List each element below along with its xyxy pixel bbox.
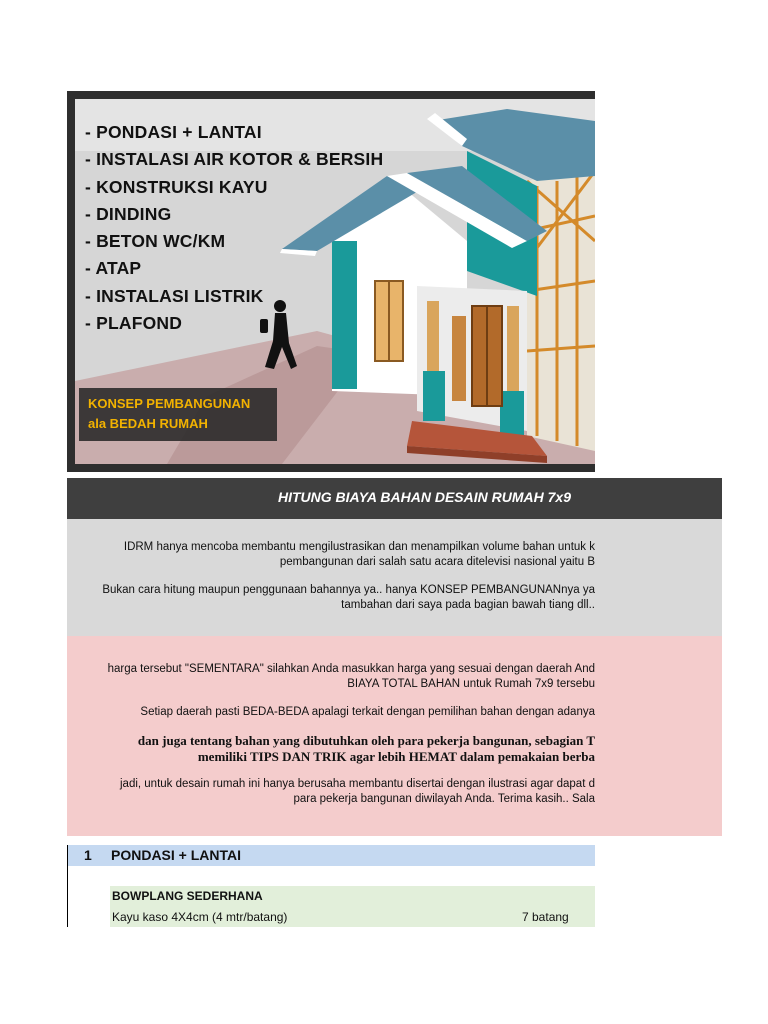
notice-line: jadi, untuk desain rumah ini hanya berusaha membantu disertai dengan ilustrasi agar dapat d xyxy=(120,778,595,790)
checklist-item: - INSTALASI AIR KOTOR & BERSIH xyxy=(85,149,384,170)
notice-line-bold: dan juga tentang bahan yang dibutuhkan oleh para pekerja bangunan, sebagian T xyxy=(137,733,595,748)
concept-line: KONSEP PEMBANGUNAN xyxy=(88,396,251,411)
intro-line: Bukan cara hitung maupun penggunaan bahannya ya.. hanya KONSEP PEMBANGUNANnya ya xyxy=(102,584,595,596)
price-notice xyxy=(67,636,722,836)
sheet-title: HITUNG BIAYA BAHAN DESAIN RUMAH 7x9 xyxy=(278,489,571,505)
intro-note xyxy=(67,519,722,636)
material-name: Kayu kaso 4X4cm (4 mtr/batang) xyxy=(112,910,288,924)
checklist-item: - BETON WC/KM xyxy=(85,231,226,252)
checklist-item: - PLAFOND xyxy=(85,313,183,334)
intro-line: pembangunan dari salah satu acara ditelevisi nasional yaitu B xyxy=(279,556,595,568)
materials-table xyxy=(110,886,595,927)
section-header xyxy=(67,845,595,866)
checklist-item: - PONDASI + LANTAI xyxy=(85,122,262,142)
section-number: 1 xyxy=(84,847,92,863)
material-quantity: 7 batang xyxy=(522,910,569,924)
column-border xyxy=(67,845,68,927)
section-title: PONDASI + LANTAI xyxy=(111,847,242,863)
notice-line: BIAYA TOTAL BAHAN untuk Rumah 7x9 tersebu xyxy=(347,678,595,690)
notice-line: harga tersebut "SEMENTARA" silahkan Anda masukkan harga yang sesuai dengan daerah And xyxy=(107,663,595,675)
notice-line: para pekerja bangunan diwilayah Anda. Terima kasih.. Sala xyxy=(293,793,595,805)
construction-checklist xyxy=(85,119,383,337)
checklist-item: - KONSTRUKSI KAYU xyxy=(85,176,268,197)
checklist-item: - INSTALASI LISTRIK xyxy=(85,285,264,306)
notice-line: Setiap daerah pasti BEDA-BEDA apalagi terkait dengan pemilihan bahan dengan adanya xyxy=(140,706,595,718)
sheet-title-bar xyxy=(67,478,722,519)
notice-line-bold: memiliki TIPS DAN TRIK agar lebih HEMAT dalam pemakaian berba xyxy=(197,749,595,764)
intro-line: tambahan dari saya pada bagian bawah tiang dll.. xyxy=(341,599,595,611)
subsection-heading: BOWPLANG SEDERHANA xyxy=(112,889,263,903)
house-banner-image xyxy=(67,91,595,472)
checklist-item: - ATAP xyxy=(85,258,142,279)
concept-caption xyxy=(79,388,277,441)
intro-line: IDRM hanya mencoba membantu mengilustrasikan dan menampilkan volume bahan untuk k xyxy=(123,541,595,553)
checklist-item: - DINDING xyxy=(85,203,172,224)
concept-line: ala BEDAH RUMAH xyxy=(88,416,208,431)
